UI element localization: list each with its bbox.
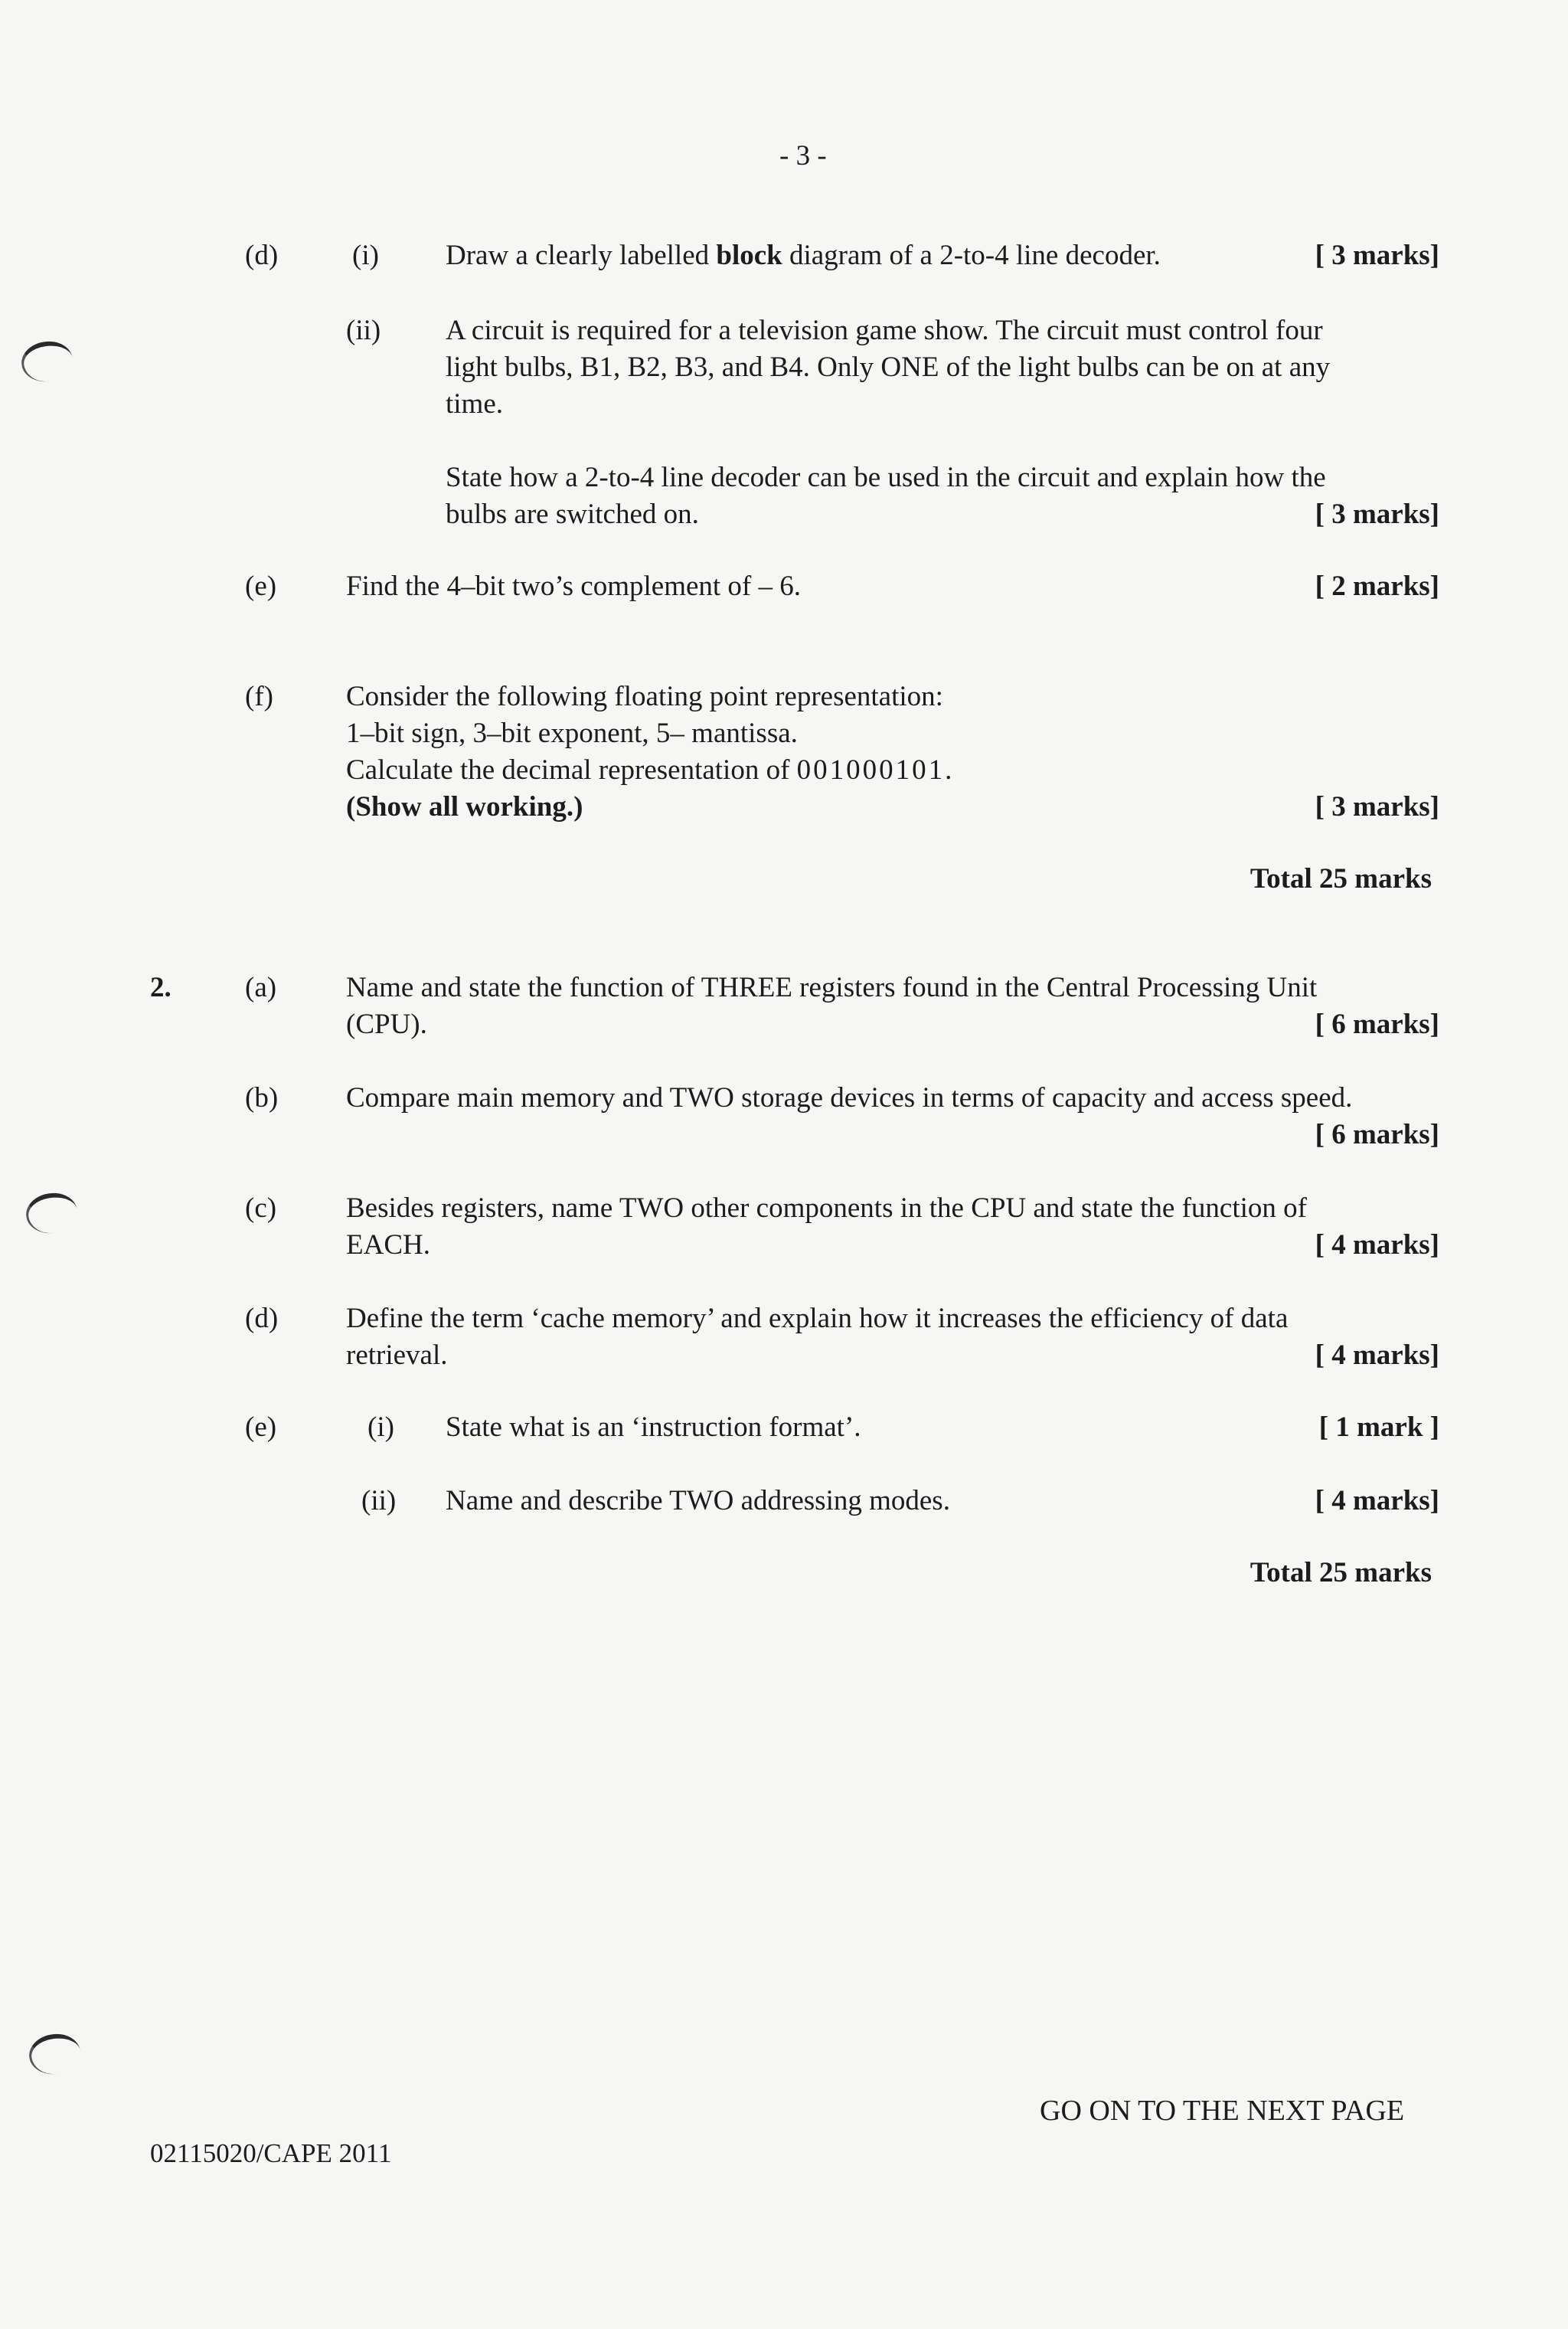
q2-a-marks: [ 6 marks]	[1315, 1009, 1439, 1040]
q2-number: 2.	[150, 972, 172, 1003]
q2-total: Total 25 marks	[1250, 1557, 1432, 1588]
q1-d-label: (d)	[245, 240, 279, 271]
q1-f-marks: [ 3 marks]	[1315, 791, 1439, 823]
q2-b-marks: [ 6 marks]	[1315, 1119, 1439, 1150]
q2-e-ii-text: Name and describe TWO addressing modes.	[446, 1485, 950, 1516]
q2-c-label: (c)	[245, 1192, 277, 1224]
q1-e-label: (e)	[245, 571, 277, 602]
q2-e-i-marks: [ 1 mark ]	[1318, 1411, 1439, 1443]
q2-a-line1: Name and state the function of THREE registers found in the Central Processing Unit	[346, 972, 1318, 1003]
q2-b-label: (b)	[245, 1082, 279, 1114]
q2-d-label: (d)	[245, 1303, 279, 1334]
q1-f-line1: Consider the following floating point representation:	[346, 681, 943, 712]
q2-a-label: (a)	[245, 972, 277, 1003]
q1-d-ii-line1: A circuit is required for a television game show. The circuit must control four	[446, 315, 1323, 346]
q1-f-label: (f)	[245, 681, 273, 712]
punch-hole	[27, 2031, 83, 2078]
q1-d-ii-label: (ii)	[346, 315, 381, 346]
q1-f-line2: 1–bit sign, 3–bit exponent, 5– mantissa.	[346, 718, 798, 749]
q1-d-ii-marks: [ 3 marks]	[1315, 499, 1439, 530]
q2-c-line1: Besides registers, name TWO other components in the CPU and state the function of	[346, 1192, 1307, 1224]
q1-d-i-label: (i)	[352, 240, 379, 271]
q2-e-ii-marks: [ 4 marks]	[1315, 1485, 1439, 1516]
go-on-next-page: GO ON TO THE NEXT PAGE	[1040, 2095, 1405, 2127]
q1-e-marks: [ 2 marks]	[1315, 571, 1439, 602]
q2-e-i-label: (i)	[368, 1411, 394, 1443]
punch-hole	[24, 1190, 80, 1237]
q2-e-ii-label: (ii)	[361, 1485, 397, 1516]
q1-e-text: Find the 4–bit two’s complement of – 6.	[346, 571, 802, 602]
q2-c-marks: [ 4 marks]	[1315, 1229, 1439, 1261]
q2-e-label: (e)	[245, 1411, 277, 1443]
q1-d-ii-line2: light bulbs, B1, B2, B3, and B4. Only ONE of the light bulbs can be on at any	[446, 352, 1331, 383]
q2-c-line2: EACH.	[346, 1229, 430, 1261]
q1-d-ii-line4: State how a 2-to-4 line decoder can be used in the circuit and explain how the	[446, 462, 1326, 493]
q1-d-ii-line5: bulbs are switched on.	[446, 499, 699, 530]
q1-d-i-marks: [ 3 marks]	[1315, 240, 1439, 271]
q2-e-i-text: State what is an ‘instruction format’.	[446, 1411, 861, 1443]
q2-d-line2: retrieval.	[346, 1340, 448, 1371]
q1-d-ii-line3: time.	[446, 388, 504, 420]
q1-f-line4: (Show all working.)	[346, 791, 583, 823]
q2-d-marks: [ 4 marks]	[1315, 1340, 1439, 1371]
q1-total: Total 25 marks	[1250, 863, 1432, 895]
q2-b-line1: Compare main memory and TWO storage devices in terms of capacity and access speed.	[346, 1082, 1353, 1114]
page-number: - 3 -	[779, 140, 827, 172]
q2-a-line2: (CPU).	[346, 1009, 427, 1040]
q1-f-line3: Calculate the decimal representation of 001000101.	[346, 754, 955, 786]
paper-code: 02115020/CAPE 2011	[150, 2138, 392, 2168]
q2-d-line1: Define the term ‘cache memory’ and explain how it increases the efficiency of data	[346, 1303, 1289, 1334]
punch-hole	[19, 339, 76, 385]
q1-d-i-text: Draw a clearly labelled block diagram of a 2-to-4 line decoder.	[446, 240, 1161, 271]
